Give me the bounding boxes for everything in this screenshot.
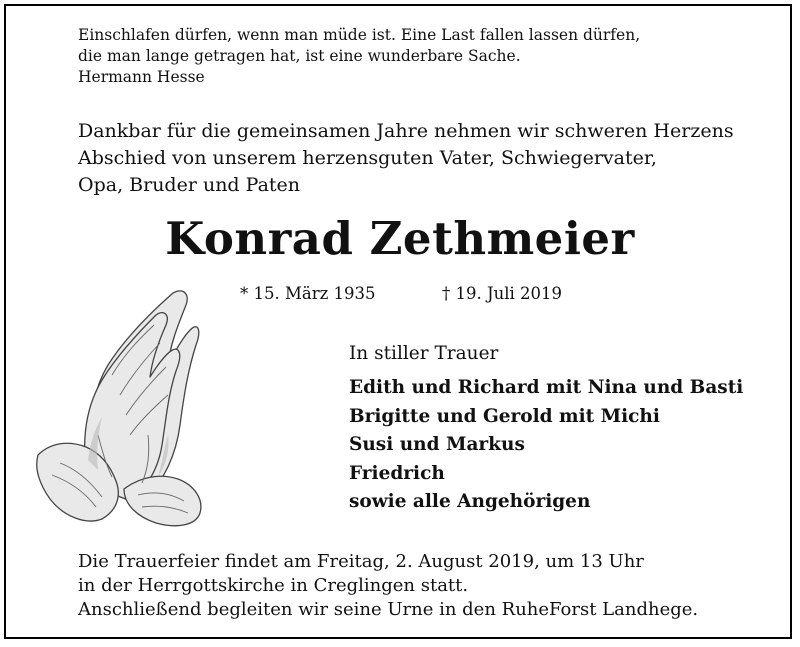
service-line: Anschließend begleiten wir seine Urne in den RuheForst Landhege. <box>78 599 699 620</box>
service-line: in der Herrgottskirche in Creglingen statt. <box>78 575 469 596</box>
quote-line: die man lange getragen hat, ist eine wunderbare Sache. <box>78 47 521 65</box>
deceased-name: Konrad Zethmeier <box>165 212 635 265</box>
mourner-entry: sowie alle Angehörigen <box>349 491 591 512</box>
intro-line: Abschied von unserem herzensguten Vater, Schwiegervater, <box>78 147 657 169</box>
intro-text <box>78 118 734 199</box>
mourner-entry: Susi und Markus <box>349 434 525 455</box>
praying-hands-icon <box>28 285 212 535</box>
intro-line: Opa, Bruder und Paten <box>78 174 301 196</box>
quote-block <box>78 25 640 88</box>
quote-line: Einschlafen dürfen, wenn man müde ist. Eine Last fallen lassen dürfen, <box>78 26 641 44</box>
birth-date: * 15. März 1935 <box>240 284 376 303</box>
service-line: Die Trauerfeier findet am Freitag, 2. August 2019, um 13 Uhr <box>78 551 644 572</box>
mourners-title: In stiller Trauer <box>349 343 499 364</box>
quote-author: Hermann Hesse <box>78 68 205 86</box>
mourner-entry: Edith und Richard mit Nina und Basti <box>349 377 744 398</box>
death-date: † 19. Juli 2019 <box>442 284 563 303</box>
intro-line: Dankbar für die gemeinsamen Jahre nehmen wir schweren Herzens <box>78 120 734 142</box>
mourner-entry: Friedrich <box>349 462 445 484</box>
service-info <box>78 550 698 622</box>
mourner-entry: Brigitte und Gerold mit Michi <box>349 405 660 427</box>
mourners-list <box>349 374 743 517</box>
